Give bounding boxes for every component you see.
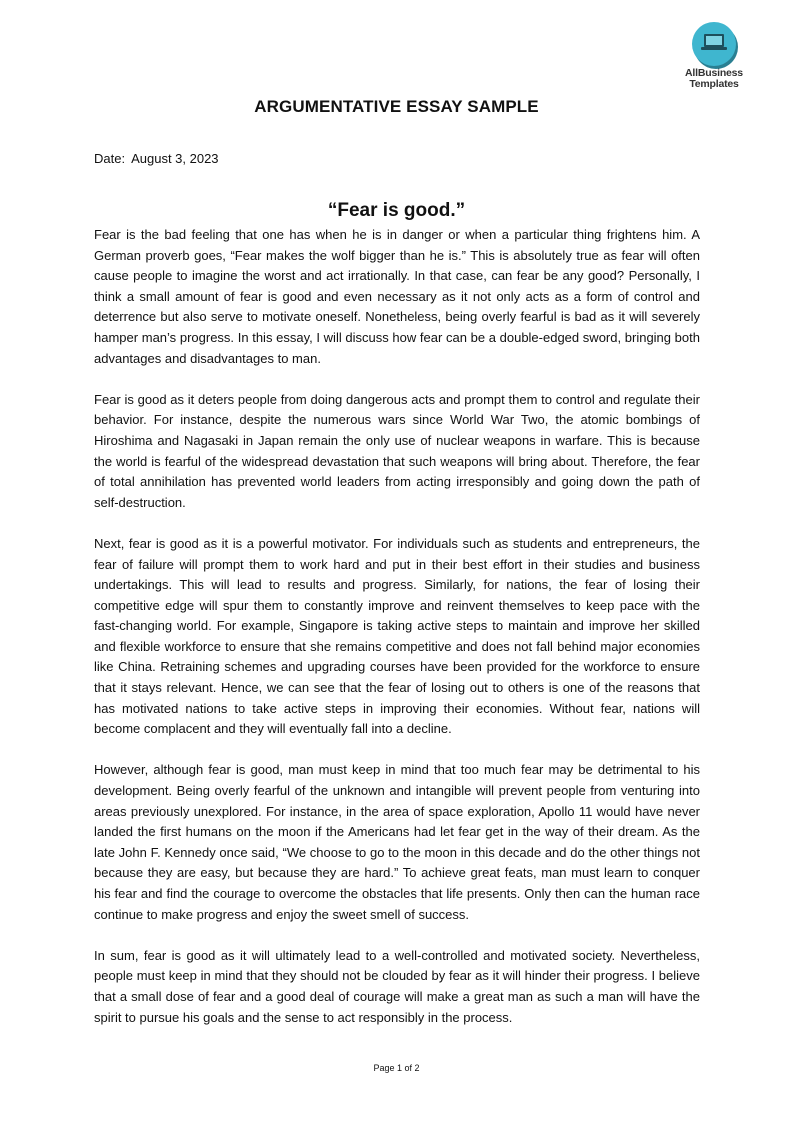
page-number: Page 1 of 2 bbox=[373, 1063, 420, 1073]
logo-text bbox=[678, 68, 750, 90]
paragraph-deterrence: Fear is good as it deters people from doing dangerous acts and prompt them to control and regulate their behavior. For instance, despite the numerous wars since World War Two, the atomic bombings of Hiroshima and Nagasaki in Japan remain the only use of nuclear weapons in warfare. This is because the world is fearful of the widespread devastation that such weapons will bring about. Therefore, the fear of total annihilation has prevented world leaders from acting irresponsibly and going down the path of self-destruction. bbox=[94, 391, 700, 510]
date-value: August 3, 2023 bbox=[131, 151, 219, 166]
paragraph-counterpoint: However, although fear is good, man must keep in mind that too much fear may be detrimental to his development. Being overly fearful of the unknown and intangible will prevent people from venturing into areas previously unexplored. For instance, in the area of space exploration, Apollo 11 would have never landed the first humans on the moon if the Americans had let fear get in the way of their dream. As the late John F. Kennedy once said, “We choose to go to the moon in this decade and do the other things not because they are easy, but because they are hard.” To achieve great feats, man must learn to conquer his fear and find the courage to overcome the obstacles that life presents. Only then can the human race continue to make progress and enjoy the sweet smell of success. bbox=[94, 762, 700, 922]
paragraph-conclusion: In sum, fear is good as it will ultimately lead to a well-controlled and motivated society. Nevertheless, people must keep in mind that they should not be clouded by fear as it will hinder their progress. I believe that a small dose of fear and a good deal of courage will make a great man as such a man will have the spirit to pursue his goals and the sense to act responsibly in the process. bbox=[94, 947, 700, 1025]
paragraph-motivation: Next, fear is good as it is a powerful motivator. For individuals such as students and entrepreneurs, the fear of failure will prompt them to work hard and put in their best effort in their studies and business undertakings. This will lead to results and progress. Similarly, for nations, the fear of losing their competitive edge will spur them to constantly improve and reinvent themselves to keep pace with the fast-changing world. For example, Singapore is taking active steps to maintain and improve her skilled and flexible workforce to ensure that she remains competitive and does not fall behind major economies like China. Retraining schemes and upgrading courses have been provided for the workforce to ensure that it stays relevant. Hence, we can see that the fear of losing out to others is one of the reasons that has motivated nations to take active steps in improving their economies. Without fear, nations will become complacent and they will eventually fall into a decline. bbox=[94, 535, 700, 737]
paragraph-introduction: Fear is the bad feeling that one has when he is in danger or when a particular thing frightens him. A German proverb goes, “Fear makes the wolf bigger than he is.” This is absolutely true as fear will often cause people to imagine the worst and act irrationally. In that case, can fear be any good? Personally, I think a small amount of fear is good and even necessary as it not only acts as a form of control and deterrence but also serve to motivate oneself. Nonetheless, being overly fearful is bad as it will severely hamper man’s progress. In this essay, I will discuss how fear can be a double-edged sword, bringing both advantages and disadvantages to man. bbox=[94, 227, 700, 366]
brand-logo bbox=[678, 22, 750, 90]
logo-line-1: AllBusiness bbox=[685, 67, 743, 79]
essay-heading: “Fear is good.” bbox=[327, 200, 466, 221]
date-label: Date: bbox=[94, 151, 126, 166]
laptop-icon bbox=[692, 22, 736, 66]
date-line bbox=[94, 151, 219, 166]
logo-line-2: Templates bbox=[689, 78, 739, 90]
essay-body bbox=[94, 225, 700, 1049]
document-title: ARGUMENTATIVE ESSAY SAMPLE bbox=[254, 97, 539, 116]
